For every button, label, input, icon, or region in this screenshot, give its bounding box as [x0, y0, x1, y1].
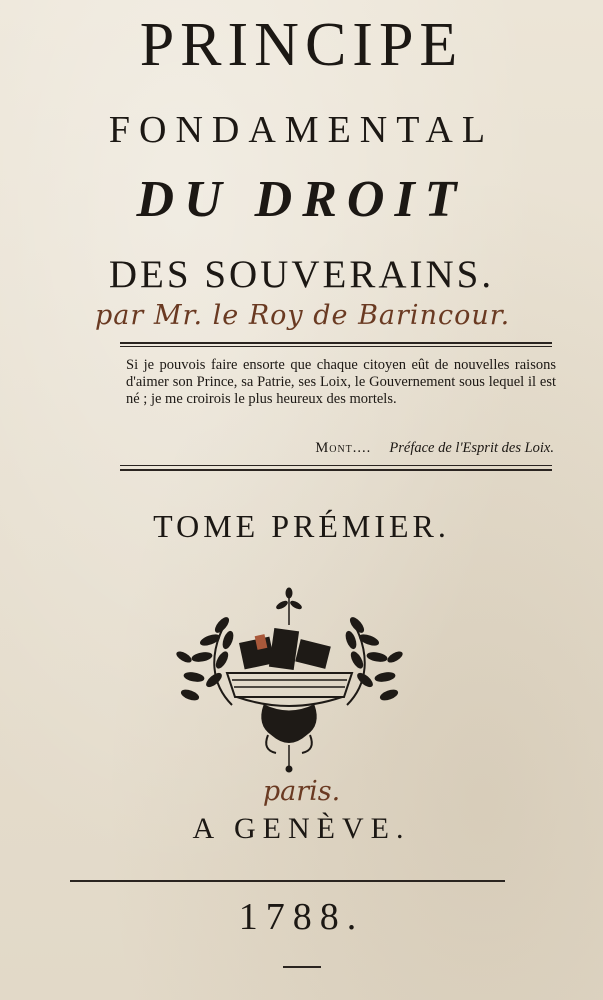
volume-label: TOME PRÉMIER.: [153, 508, 450, 544]
rule-top-thick: [120, 342, 552, 344]
imprint-year: 1788.: [238, 896, 365, 938]
rule-bottom-thin: [120, 465, 552, 466]
handwritten-place-inscription: paris.: [262, 776, 341, 807]
epigraph-attribution: [126, 440, 554, 457]
title-principe: PRINCIPE: [139, 11, 464, 79]
rule-imprint: [70, 880, 505, 882]
imprint-place: A GENÈVE.: [192, 812, 411, 845]
rule-top-thin: [120, 346, 552, 347]
title-des-souverains: DES SOUVERAINS.: [108, 253, 495, 296]
rule-bottom-thick: [120, 469, 552, 471]
epigraph-text: Si je pouvois faire ensorte que chaque citoyen eût de nouvelles raisons d'aimer son Prince, sa Patrie, ses Loix, le Gouvernement sous lequel il est né ; je me croirois le plus heureux des mortels.: [126, 357, 556, 408]
laurel-wreath-books-vignette: [172, 585, 407, 775]
title-du-droit: DU DROIT: [136, 171, 467, 228]
handwritten-author-inscription: par Mr. le Roy de Barincour.: [95, 300, 511, 331]
title-fondamental: FONDAMENTAL: [108, 109, 495, 151]
rule-year-dash: [283, 966, 321, 968]
epigraph-source: Préface de l'Esprit des Loix.: [389, 440, 554, 456]
epigraph-author: Mont....: [315, 440, 372, 456]
